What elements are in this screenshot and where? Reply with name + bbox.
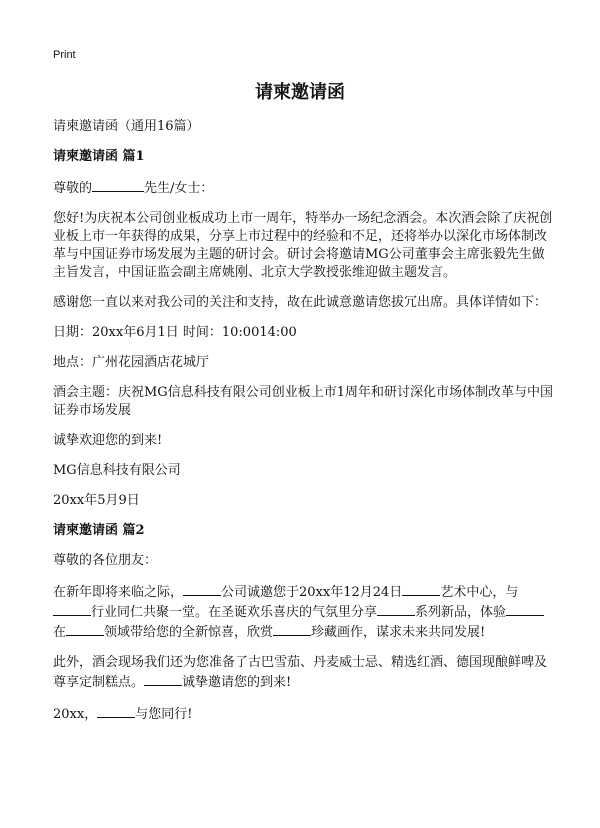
- p1-part-g: 领域带给您的全新惊喜，欣赏: [104, 625, 274, 640]
- section1-paragraph-2: 感谢您一直以来对我公司的关注和支持，故在此诚意邀请您拔冗出席。具体详情如下：: [53, 295, 548, 310]
- event-theme-line: 酒会主题：庆祝MG信息科技有限公司创业板上市1周年和研讨深化市场体制改革与中国证券市场发展: [53, 385, 553, 418]
- blank: [402, 582, 440, 596]
- name-blank: [92, 178, 144, 192]
- section1-paragraph-1: 您好!为庆祝本公司创业板成功上市一周年，特举办一场纪念酒会。本次酒会除了庆祝创业板上市一年获得的成果，分享上市过程中的经验和不足，还将举办以深化市场体制改革与中国证券市场发展为主题的研讨会。研讨会将邀请MG公司董事会主席张毅先生做主旨发言，中国证监会副主席姚刚、北京大学教授张维迎做主题发言。: [53, 211, 553, 280]
- section1-sign-date: 20xx年5月9日: [53, 493, 140, 508]
- print-link[interactable]: Print: [53, 49, 76, 61]
- section2-heading: 请柬邀请函 篇2: [53, 523, 145, 538]
- p1-part-a: 在新年即将来临之际，: [53, 585, 184, 600]
- event-date-line: 日期：20xx年6月1日 时间：10:0014:00: [53, 325, 297, 340]
- blank: [377, 602, 415, 616]
- document-title: 请柬邀请函: [255, 82, 345, 103]
- blank: [273, 622, 311, 636]
- section1-closing: 诚挚欢迎您的到来!: [53, 433, 163, 448]
- p1-part-b: 公司诚邀您于20xx年12月24日: [221, 585, 403, 600]
- salutation-suffix: 先生/女士：: [144, 181, 214, 196]
- blank: [183, 582, 221, 596]
- p1-part-f: 在: [53, 625, 67, 640]
- document-subtitle: 请柬邀请函（通用16篇）: [53, 119, 200, 134]
- section2-salutation: 尊敬的各位朋友：: [53, 553, 158, 568]
- p2-part-b: 诚挚邀请您的到来!: [182, 675, 292, 690]
- blank: [53, 602, 91, 616]
- section2-paragraph-3: [53, 704, 553, 724]
- section1-heading: 请柬邀请函 篇1: [53, 149, 145, 164]
- section1-company: MG信息科技有限公司: [53, 463, 181, 478]
- section2-paragraph-1: [53, 582, 553, 642]
- p1-part-e: 系列新品，体验: [415, 605, 507, 620]
- p1-part-c: 艺术中心，与: [440, 585, 519, 600]
- blank: [144, 672, 182, 686]
- p3-part-b: 与您同行!: [135, 707, 193, 722]
- event-place-line: 地点：广州花园酒店花城厅: [53, 355, 210, 370]
- section2-paragraph-2: [53, 654, 553, 692]
- blank: [506, 602, 544, 616]
- p2-part-a: 此外，酒会现场我们还为您准备了古巴雪茄、丹麦威士忌、精选红酒、德国现酿鲜啤及尊享定制糕点。: [53, 655, 548, 690]
- blank: [66, 622, 104, 636]
- document-body: [53, 118, 553, 736]
- p1-part-d: 行业同仁共聚一堂。在圣诞欢乐喜庆的气氛里分享: [91, 605, 378, 620]
- p3-part-a: 20xx，: [53, 707, 98, 722]
- p1-part-h: 珍藏画作，谋求未来共同发展!: [311, 625, 486, 640]
- section1-salutation: [53, 178, 553, 198]
- blank: [97, 704, 135, 718]
- salutation-prefix: 尊敬的: [53, 181, 93, 196]
